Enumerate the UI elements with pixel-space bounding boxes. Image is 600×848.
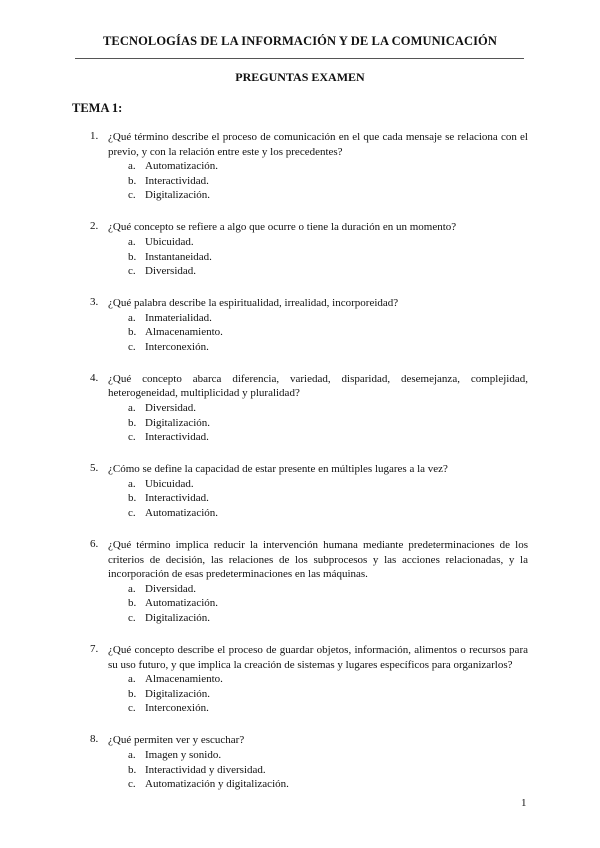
option-letter: c. xyxy=(128,507,136,520)
question-text: ¿Qué concepto abarca diferencia, variedad, disparidad, desemejanza, complejidad, heterogeneidad, multiplicidad y pluralidad? xyxy=(108,372,528,400)
option-letter: c. xyxy=(128,265,136,278)
option-letter: c. xyxy=(128,702,136,715)
option-letter: c. xyxy=(128,431,136,444)
answer-option xyxy=(128,701,528,716)
answer-option xyxy=(128,401,528,416)
option-letter: b. xyxy=(128,597,137,610)
option-text: Imagen y sonido. xyxy=(145,748,222,761)
option-text: Ubicuidad. xyxy=(145,235,194,248)
option-letter: b. xyxy=(128,174,137,187)
header-divider xyxy=(75,58,524,59)
option-letter: c. xyxy=(128,189,136,202)
option-letter: a. xyxy=(128,160,136,173)
option-text: Ubicuidad. xyxy=(145,477,194,490)
option-text: Diversidad. xyxy=(145,402,197,415)
question-item xyxy=(90,643,528,716)
question-text: ¿Qué concepto se refiere a algo que ocurre o tiene la duración en un momento? xyxy=(108,221,457,234)
answer-option xyxy=(128,748,528,763)
option-letter: b. xyxy=(128,763,137,776)
answer-option xyxy=(128,311,528,326)
option-letter: b. xyxy=(128,250,137,263)
option-list xyxy=(128,672,528,716)
option-list xyxy=(128,477,528,521)
question-item xyxy=(90,372,528,445)
option-letter: b. xyxy=(128,492,137,505)
answer-option xyxy=(128,188,528,203)
option-text: Digitalización. xyxy=(145,687,211,700)
question-number: 2. xyxy=(90,220,99,233)
option-letter: c. xyxy=(128,340,136,353)
option-text: Almacenamiento. xyxy=(145,673,223,686)
option-text: Digitalización. xyxy=(145,611,211,624)
question-text: ¿Cómo se define la capacidad de estar presente en múltiples lugares a la vez? xyxy=(108,463,448,476)
option-letter: a. xyxy=(128,748,136,761)
option-text: Diversidad. xyxy=(145,582,197,595)
answer-option xyxy=(128,763,528,778)
question-number: 1. xyxy=(90,130,99,142)
option-list xyxy=(128,311,528,355)
document-subtitle: PREGUNTAS EXAMEN xyxy=(235,70,365,84)
option-text: Diversidad. xyxy=(145,265,197,278)
option-text: Interactividad. xyxy=(145,492,209,505)
option-text: Instantaneidad. xyxy=(145,250,212,263)
answer-option xyxy=(128,491,528,506)
question-text: ¿Qué palabra describe la espiritualidad, irrealidad, incorporeidad? xyxy=(108,297,399,310)
document-header: TECNOLOGÍAS DE LA INFORMACIÓN Y DE LA COMUNICACIÓN xyxy=(102,34,498,48)
option-list xyxy=(128,582,528,626)
answer-option xyxy=(128,611,528,626)
question-list xyxy=(90,130,528,809)
option-letter: b. xyxy=(128,416,137,429)
option-text: Interactividad y diversidad. xyxy=(145,763,266,776)
option-letter: a. xyxy=(128,311,136,324)
question-text: ¿Qué permiten ver y escuchar? xyxy=(108,734,245,747)
question-item xyxy=(90,130,528,203)
option-letter: a. xyxy=(128,582,136,595)
answer-option xyxy=(128,159,528,174)
option-letter: c. xyxy=(128,778,136,791)
question-item xyxy=(90,462,528,520)
option-text: Almacenamiento. xyxy=(145,326,223,339)
section-heading: TEMA 1: xyxy=(72,101,123,115)
question-text: ¿Qué término describe el proceso de comunicación en el que cada mensaje se relaciona con el previo, y con la relación entre este y los precedentes? xyxy=(108,131,528,158)
answer-option xyxy=(128,416,528,431)
option-list xyxy=(128,159,528,203)
option-text: Digitalización. xyxy=(145,189,211,202)
answer-option xyxy=(128,777,528,792)
option-list xyxy=(128,401,528,445)
option-text: Interconexión. xyxy=(145,340,209,353)
question-number: 3. xyxy=(90,296,99,309)
question-number: 6. xyxy=(90,538,99,551)
option-letter: c. xyxy=(128,611,136,624)
option-letter: a. xyxy=(128,673,136,686)
option-list xyxy=(128,748,528,792)
question-item xyxy=(90,538,528,626)
answer-option xyxy=(128,264,528,279)
answer-option xyxy=(128,672,528,687)
question-text: ¿Qué concepto describe el proceso de guardar objetos, información, alimentos o recursos para su uso futuro, y que implica la creación de sistemas y lugares específicos para organizarlos? xyxy=(108,643,528,671)
option-list xyxy=(128,235,528,279)
question-number: 7. xyxy=(90,642,99,655)
answer-option xyxy=(128,582,528,597)
option-text: Interactividad. xyxy=(145,174,209,187)
question-item xyxy=(90,220,528,278)
question-number: 4. xyxy=(90,371,99,384)
question-number: 5. xyxy=(90,462,99,475)
option-text: Automatización. xyxy=(145,597,219,610)
option-text: Interconexión. xyxy=(145,702,209,715)
answer-option xyxy=(128,250,528,265)
option-letter: b. xyxy=(128,687,137,700)
answer-option xyxy=(128,174,528,189)
question-number: 8. xyxy=(90,733,99,746)
answer-option xyxy=(128,596,528,611)
option-text: Automatización y digitalización. xyxy=(145,778,289,791)
answer-option xyxy=(128,325,528,340)
answer-option xyxy=(128,477,528,492)
option-text: Automatización. xyxy=(145,160,219,173)
answer-option xyxy=(128,430,528,445)
question-item xyxy=(90,733,528,791)
option-text: Interactividad. xyxy=(145,431,209,444)
answer-option xyxy=(128,687,528,702)
page-number: 1 xyxy=(521,797,527,809)
answer-option xyxy=(128,235,528,250)
option-text: Automatización. xyxy=(145,507,219,520)
answer-option xyxy=(128,506,528,521)
answer-option xyxy=(128,340,528,355)
option-letter: a. xyxy=(128,477,136,490)
question-text: ¿Qué término implica reducir la intervención humana mediante predeterminaciones de los criterios de decisión, las relaciones de los subprocesos y las acciones relacionadas, y la incorporación de esas predeterminaciones en las máquinas. xyxy=(108,539,528,581)
option-letter: a. xyxy=(128,235,136,248)
option-letter: b. xyxy=(128,326,137,339)
option-letter: a. xyxy=(128,402,136,415)
question-item xyxy=(90,296,528,354)
option-text: Digitalización. xyxy=(145,416,211,429)
option-text: Inmaterialidad. xyxy=(145,311,212,324)
